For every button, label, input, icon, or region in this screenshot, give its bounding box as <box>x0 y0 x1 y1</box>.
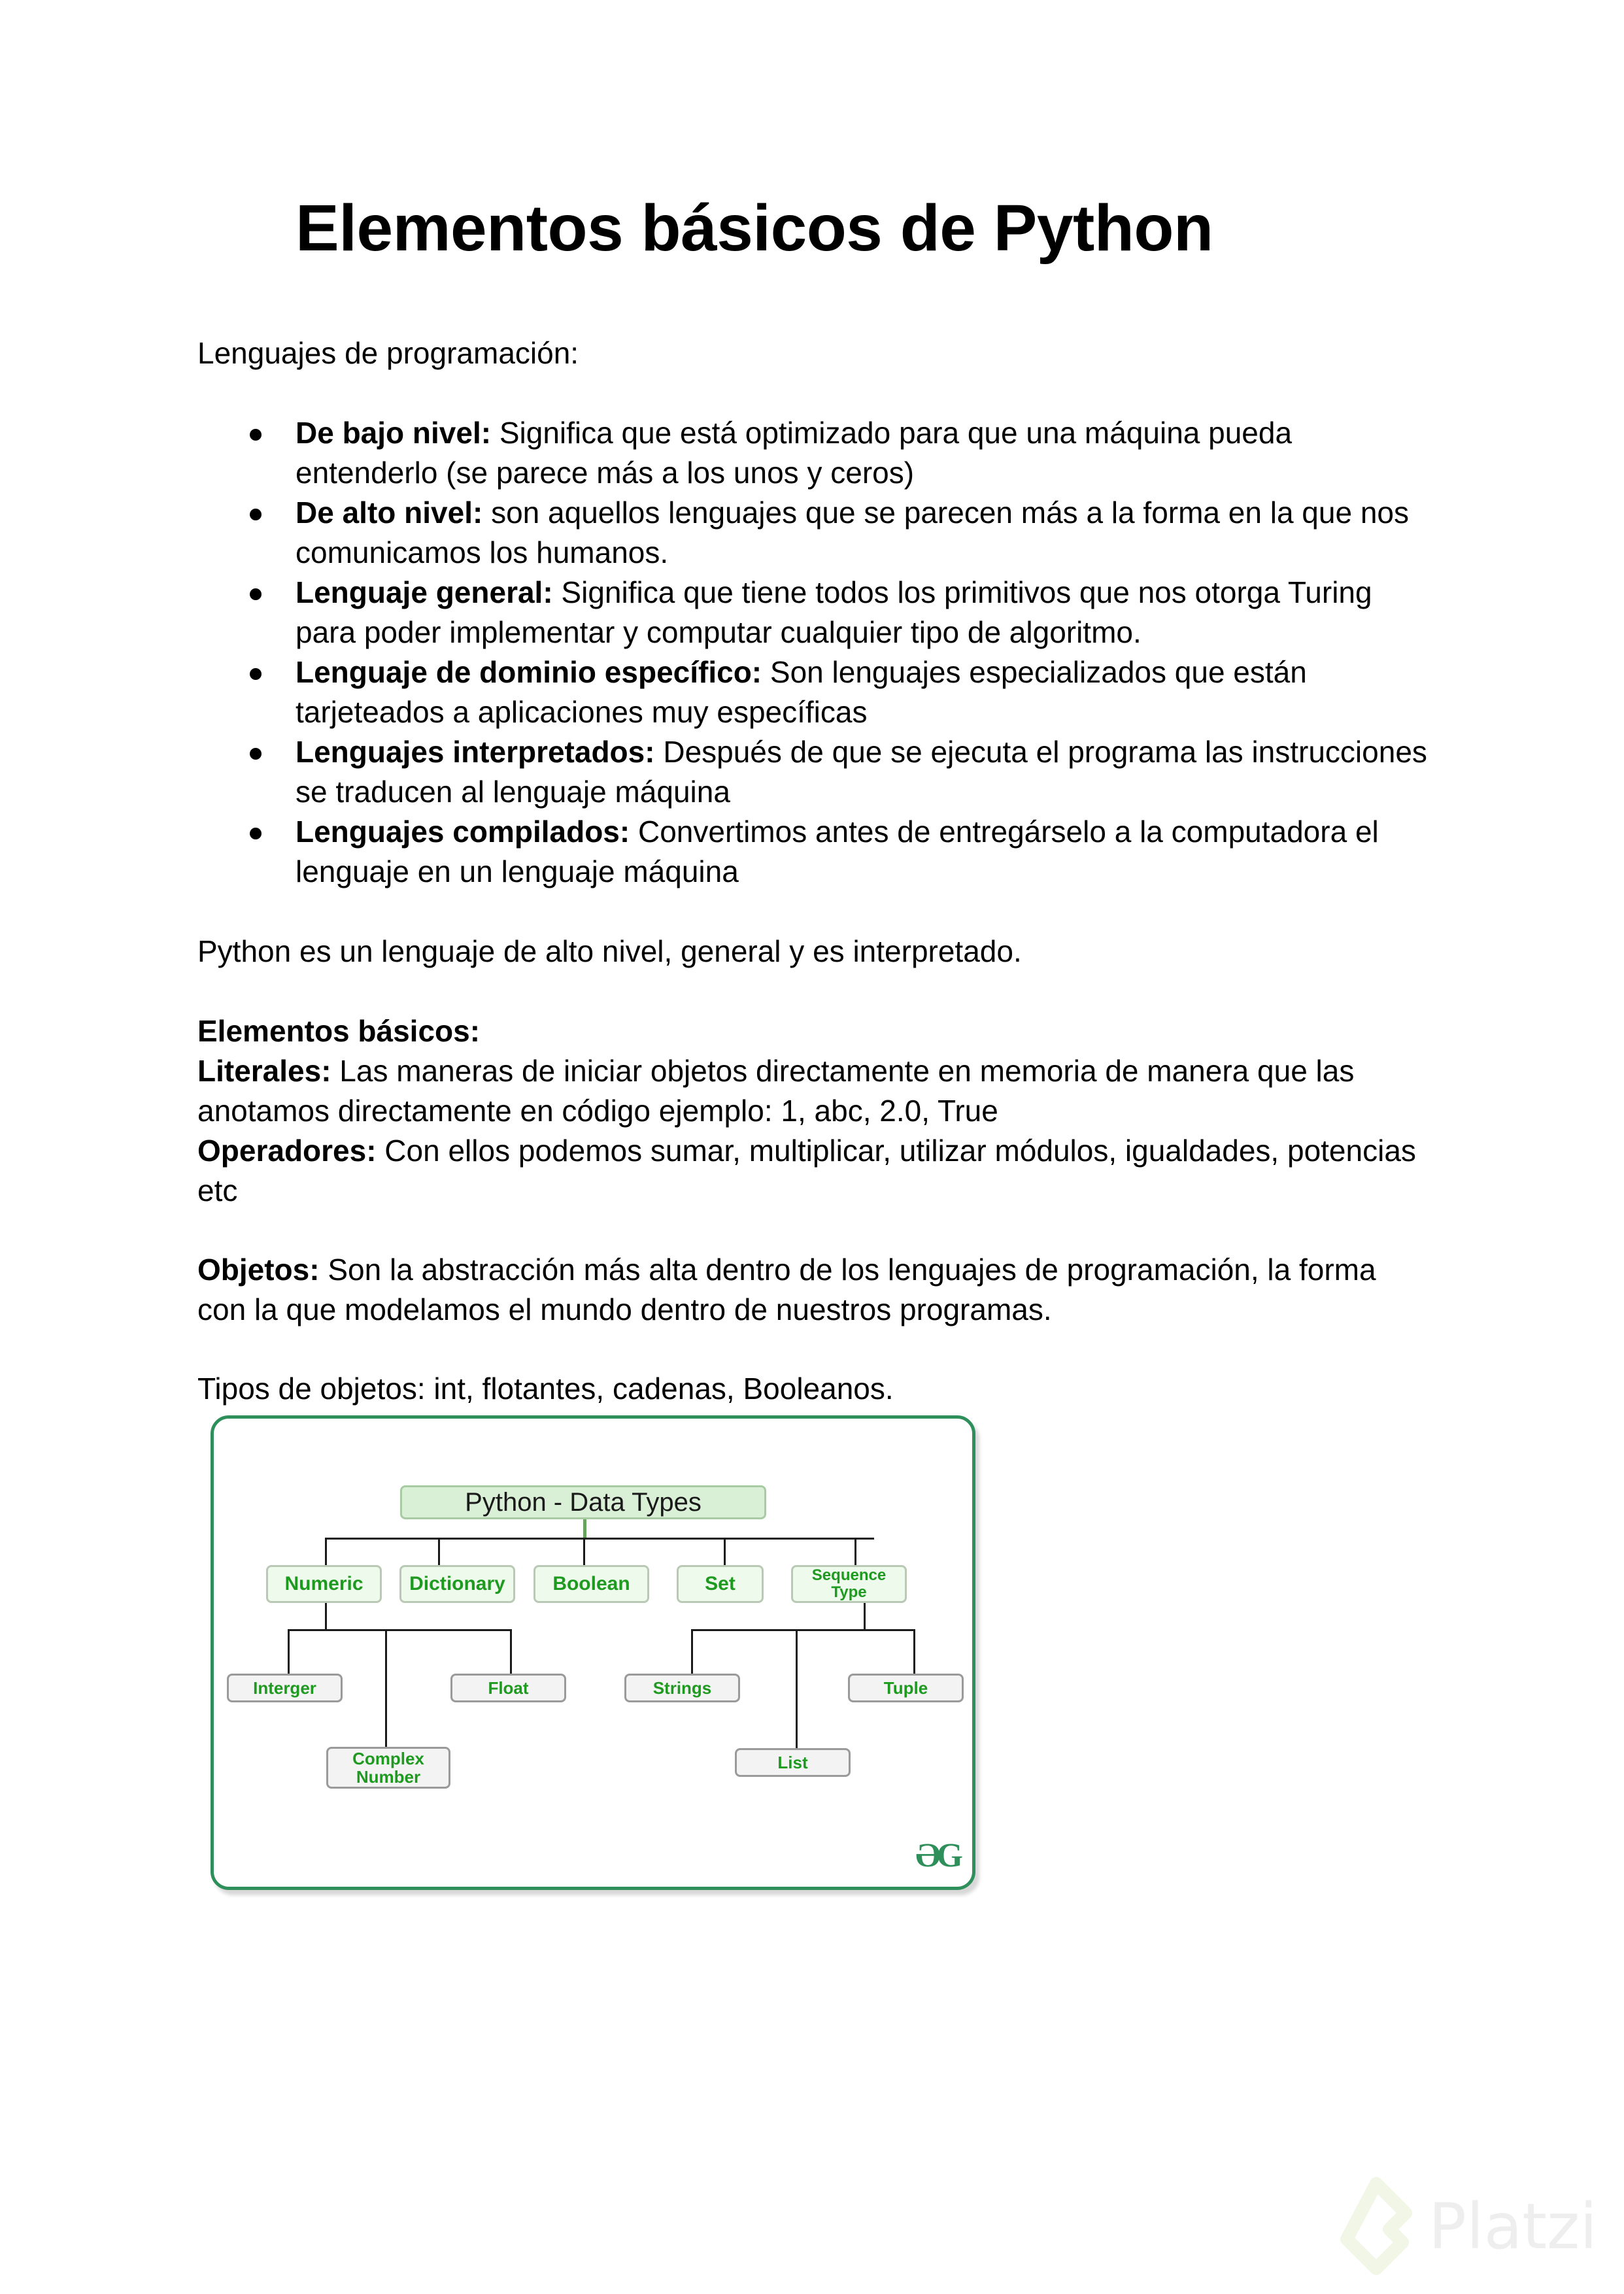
objetos-section <box>197 1250 1440 1330</box>
literales-text: anotamos directamente en código ejemplo: 1, abc, 2.0, True <box>197 1094 998 1128</box>
list-item-term: De alto nivel: <box>296 496 483 530</box>
objetos-text: Son la abstracción más alta dentro de los lenguajes de programación, la forma <box>319 1253 1376 1287</box>
connector-line <box>724 1538 726 1565</box>
bullet-icon <box>250 588 262 600</box>
objetos-term: Objetos: <box>197 1253 320 1287</box>
literales-term: Literales: <box>197 1054 331 1088</box>
node-list: List <box>735 1748 851 1777</box>
connector-line <box>583 1517 586 1540</box>
list-item-term: Lenguajes compilados: <box>296 815 630 849</box>
node-float: Float <box>450 1674 566 1702</box>
operadores-term: Operadores: <box>197 1134 377 1168</box>
list-item-text: se traducen al lenguaje máquina <box>296 775 730 809</box>
basics-heading: Elementos básicos: <box>197 1014 481 1048</box>
list-item-term: Lenguajes interpretados: <box>296 735 655 769</box>
connector-line <box>385 1629 387 1748</box>
connector-line <box>691 1629 913 1631</box>
list-item-term: De bajo nivel: <box>296 416 492 450</box>
root-node: Python - Data Types <box>400 1485 766 1519</box>
geeksforgeeks-logo-icon: ƏG <box>915 1837 959 1874</box>
operadores-text: etc <box>197 1173 238 1207</box>
node-interger: Interger <box>227 1674 343 1702</box>
list-item <box>197 652 1440 732</box>
list-item-text: comunicamos los humanos. <box>296 535 669 569</box>
objetos-text: con la que modelamos el mundo dentro de nuestros programas. <box>197 1292 1052 1326</box>
list-item-text: Convertimos antes de entregárselo a la computadora el <box>630 815 1379 849</box>
tipos-text: Tipos de objetos: int, flotantes, cadenas, Booleanos. <box>197 1372 894 1406</box>
connector-line <box>438 1538 440 1565</box>
bullet-icon <box>250 748 262 760</box>
list-item-term: Lenguaje de dominio específico: <box>296 655 762 689</box>
node-numeric: Numeric <box>266 1565 382 1603</box>
bullet-icon <box>250 429 262 441</box>
operadores-text: Con ellos podemos sumar, multiplicar, utilizar módulos, igualdades, potencias <box>376 1134 1416 1168</box>
list-item-text: tarjeteados a aplicaciones muy específicas <box>296 695 868 729</box>
list-item-text: Significa que está optimizado para que una máquina pueda <box>491 416 1293 450</box>
list-item-text: son aquellos lenguajes que se parecen más a la forma en la que nos <box>482 496 1409 530</box>
list-item <box>197 732 1440 812</box>
list-item-text: Después de que se ejecuta el programa las instrucciones <box>654 735 1427 769</box>
connector-line <box>510 1629 512 1674</box>
list-item <box>197 573 1440 652</box>
node-set: Set <box>677 1565 764 1603</box>
node-sequence-type: Sequence Type <box>791 1565 907 1603</box>
python-data-types-diagram <box>211 1415 975 1890</box>
connector-line <box>583 1538 585 1565</box>
node-boolean: Boolean <box>533 1565 649 1603</box>
platzi-watermark-text: Platzi <box>1429 2190 1598 2263</box>
node-dictionary: Dictionary <box>399 1565 515 1603</box>
connector-line <box>325 1538 874 1540</box>
bullet-icon <box>250 828 262 839</box>
list-item-text: Son lenguajes especializados que están <box>762 655 1307 689</box>
bullet-icon <box>250 509 262 520</box>
node-tuple: Tuple <box>848 1674 964 1702</box>
connector-line <box>854 1538 856 1565</box>
python-statement: Python es un lenguaje de alto nivel, general y es interpretado. <box>197 934 1022 968</box>
connector-line <box>691 1629 693 1674</box>
list-item <box>197 812 1440 892</box>
connector-line <box>325 1538 327 1565</box>
connector-line <box>288 1629 290 1674</box>
list-item-text: para poder implementar y computar cualquier tipo de algoritmo. <box>296 615 1142 649</box>
list-item <box>197 413 1440 493</box>
literales-text: Las maneras de iniciar objetos directamente en memoria de manera que las <box>331 1054 1355 1088</box>
list-item-text: entenderlo (se parece más a los unos y ceros) <box>296 456 915 490</box>
page-title: Elementos básicos de Python <box>296 192 1213 265</box>
list-item-text: lenguaje en un lenguaje máquina <box>296 854 739 888</box>
list-item-text: Significa que tiene todos los primitivos que nos otorga Turing <box>552 575 1372 609</box>
list-item <box>197 493 1440 573</box>
language-types-list <box>197 413 1440 892</box>
node-complex-number: Complex Number <box>326 1747 450 1789</box>
intro-text: Lenguajes de programación: <box>197 336 579 370</box>
connector-line <box>796 1629 798 1749</box>
basics-section <box>197 1011 1440 1211</box>
connector-line <box>913 1629 915 1674</box>
node-strings: Strings <box>624 1674 740 1702</box>
bullet-icon <box>250 668 262 680</box>
connector-line <box>288 1629 510 1631</box>
platzi-watermark <box>1337 2177 1612 2275</box>
list-item-term: Lenguaje general: <box>296 575 553 609</box>
